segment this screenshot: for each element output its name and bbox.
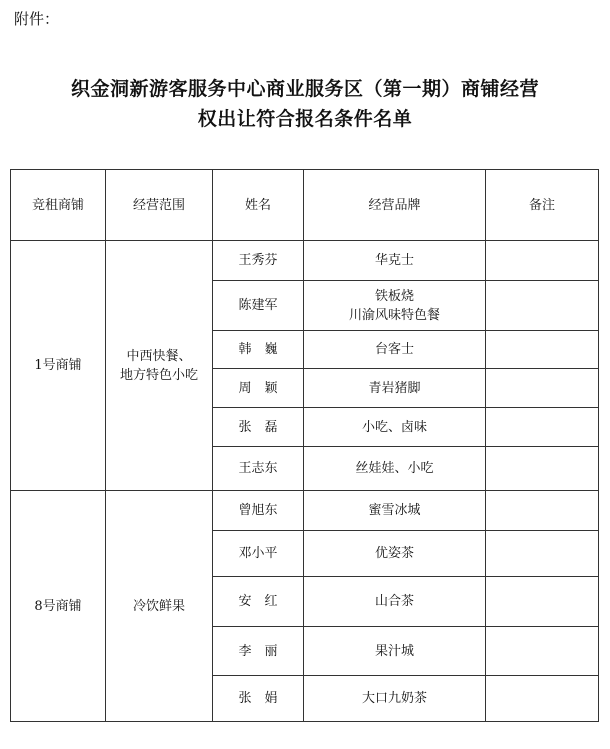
name-cell: 陈建军 (213, 281, 304, 331)
header-note: 备注 (486, 170, 599, 241)
eligible-applicants-table (10, 169, 599, 722)
brand-cell: 山合茶 (304, 577, 486, 627)
note-cell (486, 281, 599, 331)
note-cell (486, 369, 599, 408)
table-row (11, 241, 599, 281)
brand-line: 川渝风味特色餐 (348, 307, 440, 323)
brand-cell: 果汁城 (304, 627, 486, 676)
brand-cell (304, 281, 486, 331)
brand-cell: 台客士 (304, 331, 486, 369)
name-cell: 曾旭东 (213, 491, 304, 531)
brand-line: 铁板烧 (374, 288, 414, 304)
note-cell (486, 676, 599, 722)
note-cell (486, 491, 599, 531)
name-cell: 张 磊 (213, 408, 304, 447)
brand-cell: 华克士 (304, 241, 486, 281)
scope-cell (106, 491, 213, 722)
name-cell: 韩 巍 (213, 331, 304, 369)
brand-cell: 大口九奶茶 (304, 676, 486, 722)
note-cell (486, 331, 599, 369)
note-cell (486, 447, 599, 491)
header-scope: 经营范围 (106, 170, 213, 241)
document-title-line-2: 权出让符合报名条件名单 (197, 108, 413, 130)
table-header-row (11, 170, 599, 241)
brand-cell: 优姿茶 (304, 531, 486, 577)
header-name: 姓名 (213, 170, 304, 241)
name-cell: 周 颖 (213, 369, 304, 408)
scope-line: 地方特色小吃 (119, 367, 198, 383)
name-cell: 王秀芬 (213, 241, 304, 281)
note-cell (486, 531, 599, 577)
brand-cell: 青岩猪脚 (304, 369, 486, 408)
name-cell: 李 丽 (213, 627, 304, 676)
shop-cell: 8号商铺 (11, 491, 106, 722)
brand-cell: 小吃、卤味 (304, 408, 486, 447)
note-cell (486, 241, 599, 281)
document-title-line-1: 织金洞新游客服务中心商业服务区（第一期）商铺经营 (70, 78, 539, 100)
scope-line: 中西快餐、 (126, 348, 192, 364)
shop-cell: 1号商铺 (11, 241, 106, 491)
name-cell: 安 红 (213, 577, 304, 627)
name-cell: 邓小平 (213, 531, 304, 577)
scope-cell (106, 241, 213, 491)
header-shop: 竞租商铺 (11, 170, 106, 241)
note-cell (486, 408, 599, 447)
name-cell: 张 娟 (213, 676, 304, 722)
table-row (11, 491, 599, 531)
scope-line: 冷饮鲜果 (132, 598, 185, 614)
name-cell: 王志东 (213, 447, 304, 491)
note-cell (486, 577, 599, 627)
brand-cell: 蜜雪冰城 (304, 491, 486, 531)
attachment-label: 附件： (14, 10, 60, 28)
header-brand: 经营品牌 (304, 170, 486, 241)
note-cell (486, 627, 599, 676)
brand-cell: 丝娃娃、小吃 (304, 447, 486, 491)
